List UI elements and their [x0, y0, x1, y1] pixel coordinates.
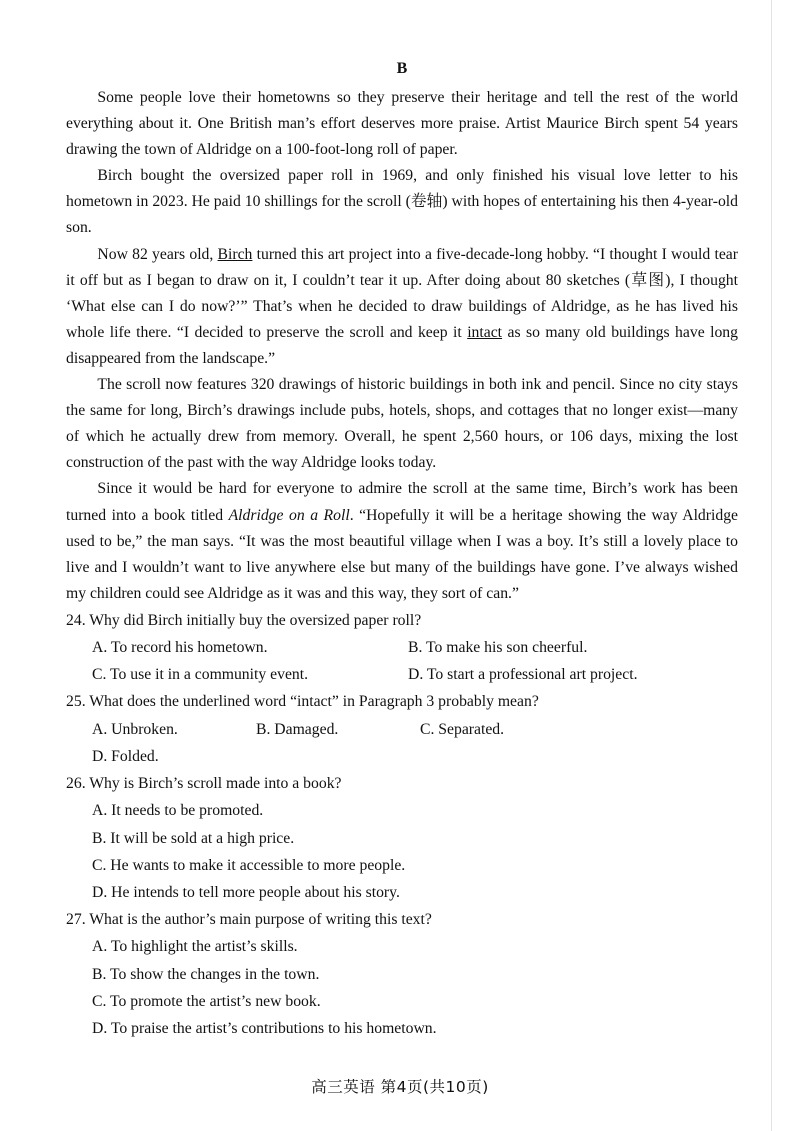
option-c: C. He wants to make it accessible to more people. — [92, 856, 406, 874]
option-b: B. Damaged. — [256, 720, 339, 738]
underlined-birch: Birch — [217, 245, 253, 263]
option-d: D. Folded. — [92, 747, 159, 765]
underlined-word-intact: intact — [467, 323, 503, 341]
option-d: D. To start a professional art project. — [408, 666, 638, 684]
answer-options — [66, 797, 738, 906]
page-footer: 高三英语 第4页(共10页) — [311, 1078, 489, 1096]
paragraph-5-part-a: Since it would be hard for everyone to admire the scroll at the same time, Birch’s work has been turned into a book titled — [66, 480, 738, 524]
reading-passage-b — [66, 58, 738, 1042]
paragraph-1: Some people love their hometowns so they preserve their heritage and tell the rest of the world everything about it. One British man’s effort deserves more praise. Artist Maurice Birch spent 54 years drawing the town of Aldridge on a 100-foot-long roll of paper. — [66, 89, 738, 159]
question-27 — [66, 906, 738, 1042]
answer-options — [66, 933, 738, 1042]
question-stem: 27. What is the author’s main purpose of writing this text? — [66, 911, 432, 929]
option-a: A. To highlight the artist’s skills. — [92, 938, 298, 956]
option-c: C. To promote the artist’s new book. — [92, 992, 321, 1010]
option-b: B. To make his son cheerful. — [408, 639, 588, 657]
answer-options — [66, 634, 738, 688]
option-b: B. It will be sold at a high price. — [92, 829, 295, 847]
option-c: C. To use it in a community event. — [92, 666, 309, 684]
option-d: D. He intends to tell more people about his story. — [92, 883, 400, 901]
option-c: C. Separated. — [420, 720, 505, 738]
option-b: B. To show the changes in the town. — [92, 965, 320, 983]
option-a: A. Unbroken. — [92, 720, 178, 738]
section-title: B — [396, 60, 408, 77]
paragraph-3-part-e: as so many old buildings have long disappeared from the landscape.” — [66, 323, 738, 367]
scan-edge — [771, 0, 772, 1131]
option-a: A. It needs to be promoted. — [92, 802, 264, 820]
question-26 — [66, 770, 738, 906]
paragraph-2: Birch bought the oversized paper roll in 1969, and only finished his visual love letter to his hometown in 2023. He paid 10 shillings for the scroll (卷轴) with hopes of entertaining his then 4-year-old son. — [66, 167, 738, 237]
question-stem: 24. Why did Birch initially buy the oversized paper roll? — [66, 611, 422, 629]
option-d: D. To praise the artist’s contributions to his hometown. — [92, 1019, 437, 1037]
question-stem: 26. Why is Birch’s scroll made into a book? — [66, 775, 342, 793]
paragraph-3-part-a: Now 82 years old, — [97, 245, 218, 263]
question-24 — [66, 607, 738, 689]
answer-options — [66, 716, 738, 770]
question-25 — [66, 688, 738, 770]
paragraph-4: The scroll now features 320 drawings of historic buildings in both ink and pencil. Since no city stays the same for long, Birch’s drawings include pubs, hotels, shops, and cottages that no longer exist—many of which he actually drew from memory. Overall, he spent 2,560 hours, or 106 days, mixing the lost construction of the past with the way Aldridge looks today. — [66, 376, 738, 472]
paragraph-5-part-c: . “Hopefully it will be a heritage showing the way Aldridge used to be,” the man says. “It was the most beautiful village when I was a boy. It’s still a lovely place to live and I wouldn’t want to live anywhere else but many of the buildings have gone. I’ve always wished my children could see Aldridge as it was and this way, they sort of can.” — [66, 506, 738, 602]
book-title: Aldridge on a Roll — [228, 506, 350, 524]
paragraph-3 — [66, 242, 738, 372]
paragraph-3-part-c: turned this art project into a five-decade-long hobby. “I thought I would tear it off but as I began to draw on it, I couldn’t tear it up. After doing about 80 sketches (草图), I thought ‘What else can I do now?’” That’s when he decided to draw buildings of Aldridge, as he has lived his whole life there. “I decided to preserve the scroll and keep it — [66, 245, 738, 341]
question-stem: 25. What does the underlined word “intact” in Paragraph 3 probably mean? — [66, 693, 539, 711]
paragraph-5 — [66, 476, 738, 606]
option-a: A. To record his hometown. — [92, 639, 268, 657]
